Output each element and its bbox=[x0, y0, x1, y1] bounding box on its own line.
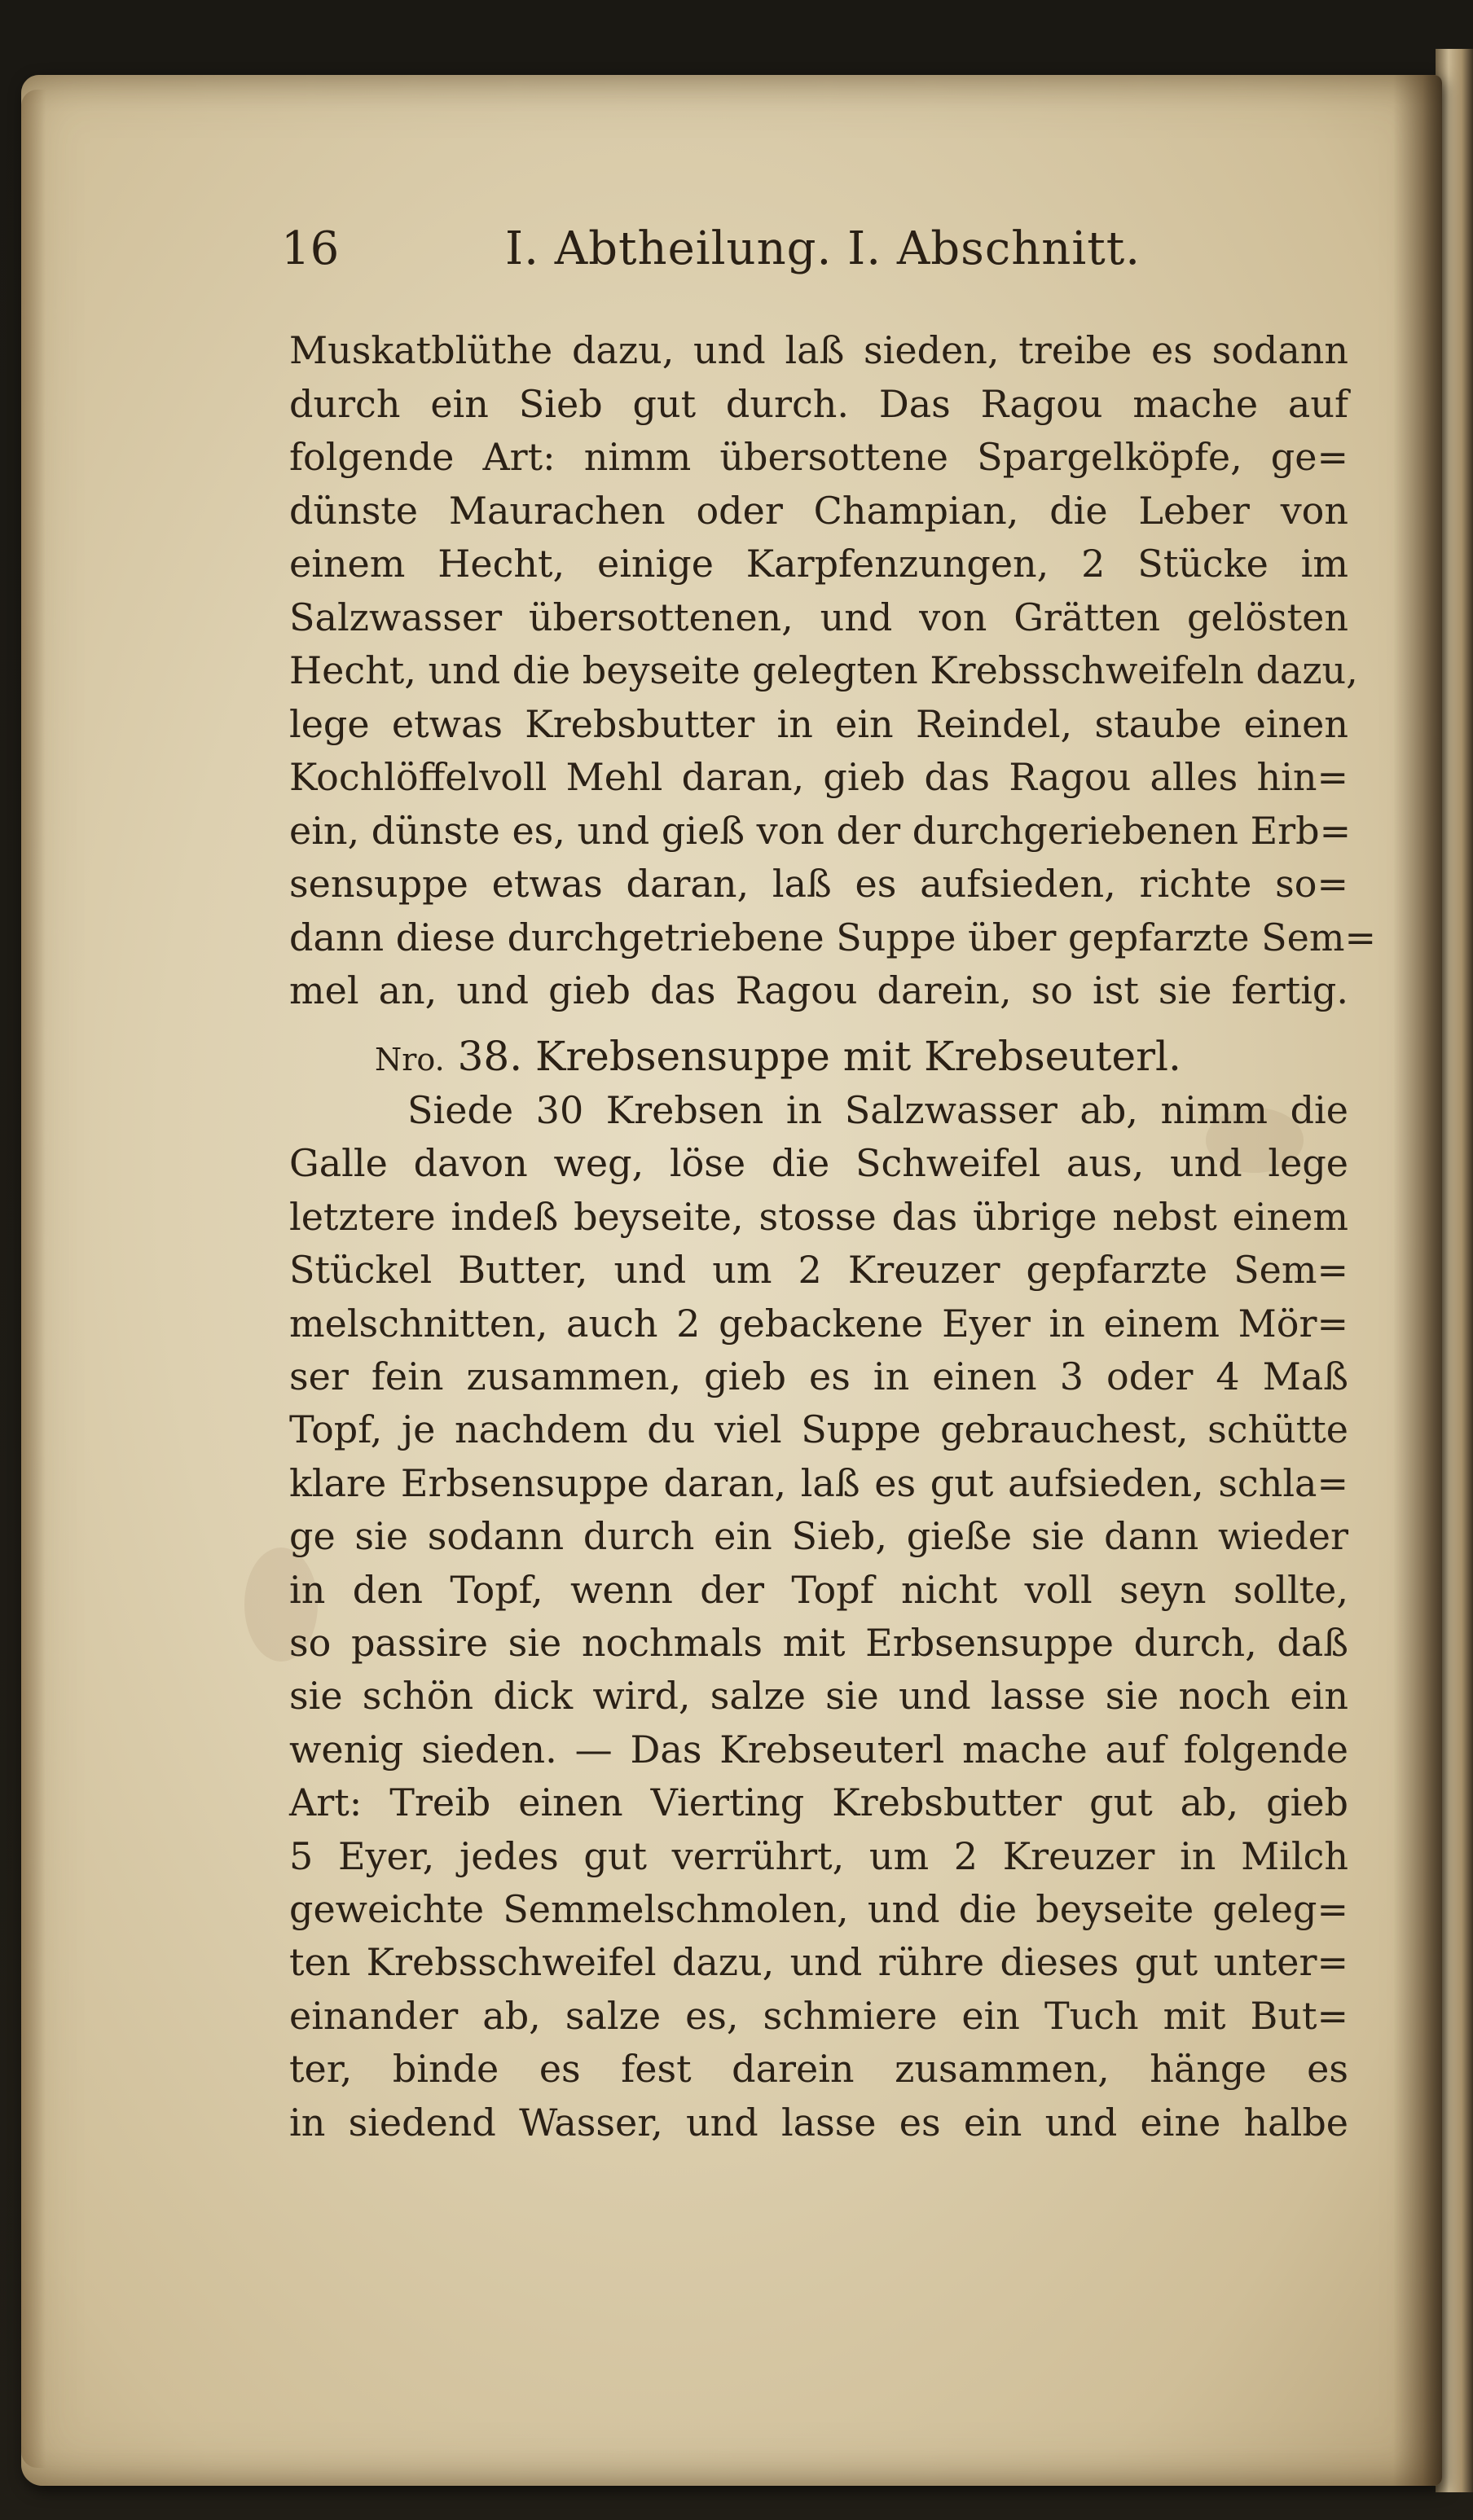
text-line: so passire sie nochmals mit Erbsensuppe durch, daß bbox=[289, 1621, 1348, 1665]
binding-gutter bbox=[1393, 75, 1442, 2486]
recipe-title: 38. Krebsensuppe mit Krebseuterl. bbox=[457, 1033, 1181, 1080]
text-line: einem Hecht, einige Karpfenzungen, 2 Stücke im bbox=[289, 542, 1348, 586]
text-line: durch ein Sieb gut durch. Das Ragou mache auf bbox=[289, 381, 1348, 426]
text-line: ter, binde es fest darein zusammen, hänge es bbox=[289, 2047, 1348, 2092]
text-line: Siede 30 Krebsen in Salzwasser ab, nimm die bbox=[407, 1088, 1348, 1132]
recipe-heading bbox=[375, 1028, 1181, 1088]
text-line: Art: Treib einen Vierting Krebsbutter gut ab, gieb bbox=[289, 1780, 1348, 1825]
text-line: dann diese durchgetriebene Suppe über gepfarzte Sem= bbox=[289, 915, 1377, 959]
text-line: mel an, und gieb das Ragou darein, so ist sie fertig. bbox=[289, 968, 1348, 1012]
text-line: geweichte Semmelschmolen, und die beyseite geleg= bbox=[289, 1887, 1348, 1931]
text-line: 5 Eyer, jedes gut verrührt, um 2 Kreuzer in Milch bbox=[289, 1833, 1348, 1878]
text-line: Stückel Butter, und um 2 Kreuzer gepfarzte Sem= bbox=[289, 1248, 1348, 1293]
running-header: I. Abtheilung. I. Abschnitt. bbox=[505, 222, 1141, 275]
page-number: 16 bbox=[281, 222, 340, 275]
text-line: einander ab, salze es, schmiere ein Tuch mit But= bbox=[289, 1993, 1348, 2038]
text-line: Galle davon weg, löse die Schweifel aus, und lege bbox=[289, 1141, 1348, 1186]
text-line: ser fein zusammen, gieb es in einen 3 oder 4 Maß bbox=[289, 1354, 1348, 1398]
text-line: in den Topf, wenn der Topf nicht voll seyn sollte, bbox=[289, 1567, 1348, 1612]
text-line: klare Erbsensuppe daran, laß es gut aufsieden, schla= bbox=[289, 1460, 1348, 1505]
text-line: dünste Maurachen oder Champian, die Leber von bbox=[289, 488, 1348, 533]
text-line: ge sie sodann durch ein Sieb, gieße sie dann wieder bbox=[289, 1514, 1348, 1559]
text-line: Salzwasser übersottenen, und von Grätten gelösten bbox=[289, 595, 1348, 639]
text-line: Muskatblüthe dazu, und laß sieden, treibe es sodann bbox=[289, 328, 1348, 372]
text-line: Hecht, und die beyseite gelegten Krebsschweifeln dazu, bbox=[289, 648, 1358, 692]
text-line: in siedend Wasser, und lasse es ein und eine halbe bbox=[289, 2100, 1348, 2145]
text-line: Topf, je nachdem du viel Suppe gebrauchest, schütte bbox=[289, 1407, 1348, 1452]
text-line: folgende Art: nimm übersottene Spargelköpfe, ge= bbox=[289, 435, 1348, 479]
text-line: sie schön dick wird, salze sie und lasse sie noch ein bbox=[289, 1674, 1348, 1719]
text-line: Kochlöffelvoll Mehl daran, gieb das Ragou alles hin= bbox=[289, 755, 1348, 799]
text-line: sensuppe etwas daran, laß es aufsieden, richte so= bbox=[289, 862, 1348, 906]
text-line: melschnitten, auch 2 gebackene Eyer in einem Mör= bbox=[289, 1301, 1348, 1346]
text-line: lege etwas Krebsbutter in ein Reindel, staube einen bbox=[289, 701, 1348, 746]
text-line: letztere indeß beyseite, stosse das übrige nebst einem bbox=[289, 1194, 1348, 1239]
text-line: ten Krebsschweifel dazu, und rühre dieses gut unter= bbox=[289, 1940, 1348, 1985]
recipe-number-label: Nro. bbox=[375, 1042, 445, 1078]
text-line: ein, dünste es, und gieß von der durchgeriebenen Erb= bbox=[289, 808, 1352, 853]
text-line: wenig sieden. — Das Krebseuterl mache auf folgende bbox=[289, 1727, 1348, 1771]
page-edge-shadow bbox=[21, 90, 46, 2468]
